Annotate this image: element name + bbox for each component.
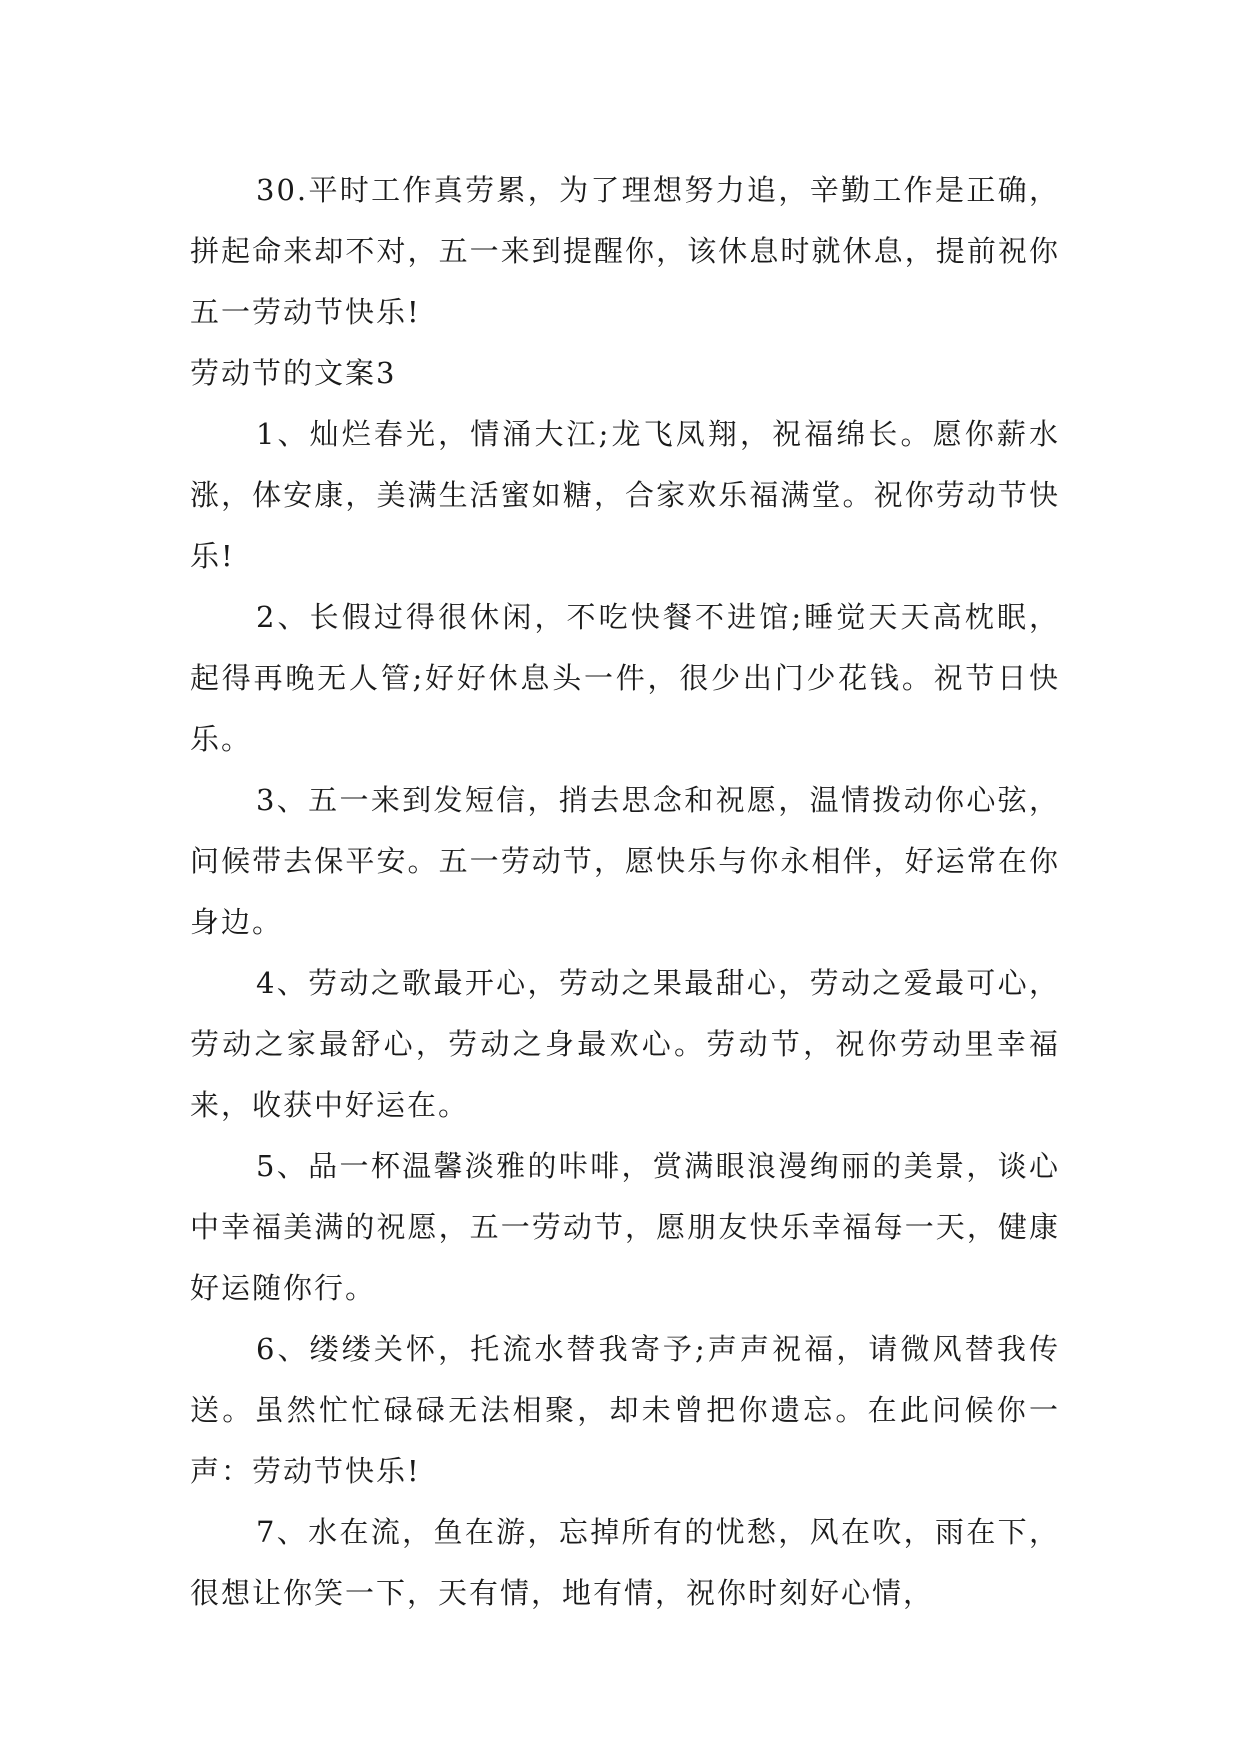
paragraph-2: 2、长假过得很休闲，不吃快餐不进馆;睡觉天天高枕眠，起得再晚无人管;好好休息头一件，很少出门少花钱。祝节日快乐。 [190, 600, 1060, 756]
paragraph-1: 1、灿烂春光，情涌大江;龙飞凤翔，祝福绵长。愿你薪水涨，体安康，美满生活蜜如糖，合家欢乐福满堂。祝你劳动节快乐! [190, 417, 1060, 573]
paragraph-3: 3、五一来到发短信，捎去思念和祝愿，温情拨动你心弦，问候带去保平安。五一劳动节，愿快乐与你永相伴，好运常在你身边。 [190, 783, 1060, 939]
paragraph-7: 7、水在流，鱼在游，忘掉所有的忧愁，风在吹，雨在下，很想让你笑一下，天有情，地有情，祝你时刻好心情， [190, 1515, 1060, 1610]
paragraph-6: 6、缕缕关怀，托流水替我寄予;声声祝福，请微风替我传送。虽然忙忙碌碌无法相聚，却未曾把你遗忘。在此问候你一声：劳动节快乐! [190, 1332, 1060, 1488]
section-heading: 劳动节的文案3 [190, 356, 397, 390]
paragraph-30: 30.平时工作真劳累，为了理想努力追，辛勤工作是正确，拼起命来却不对，五一来到提醒你，该休息时就休息，提前祝你五一劳动节快乐! [190, 173, 1060, 329]
document-page [190, 160, 1060, 1624]
paragraph-4: 4、劳动之歌最开心，劳动之果最甜心，劳动之爱最可心，劳动之家最舒心，劳动之身最欢心。劳动节，祝你劳动里幸福来，收获中好运在。 [190, 966, 1060, 1122]
paragraph-5: 5、品一杯温馨淡雅的咔啡，赏满眼浪漫绚丽的美景，谈心中幸福美满的祝愿，五一劳动节，愿朋友快乐幸福每一天，健康好运随你行。 [190, 1149, 1060, 1305]
